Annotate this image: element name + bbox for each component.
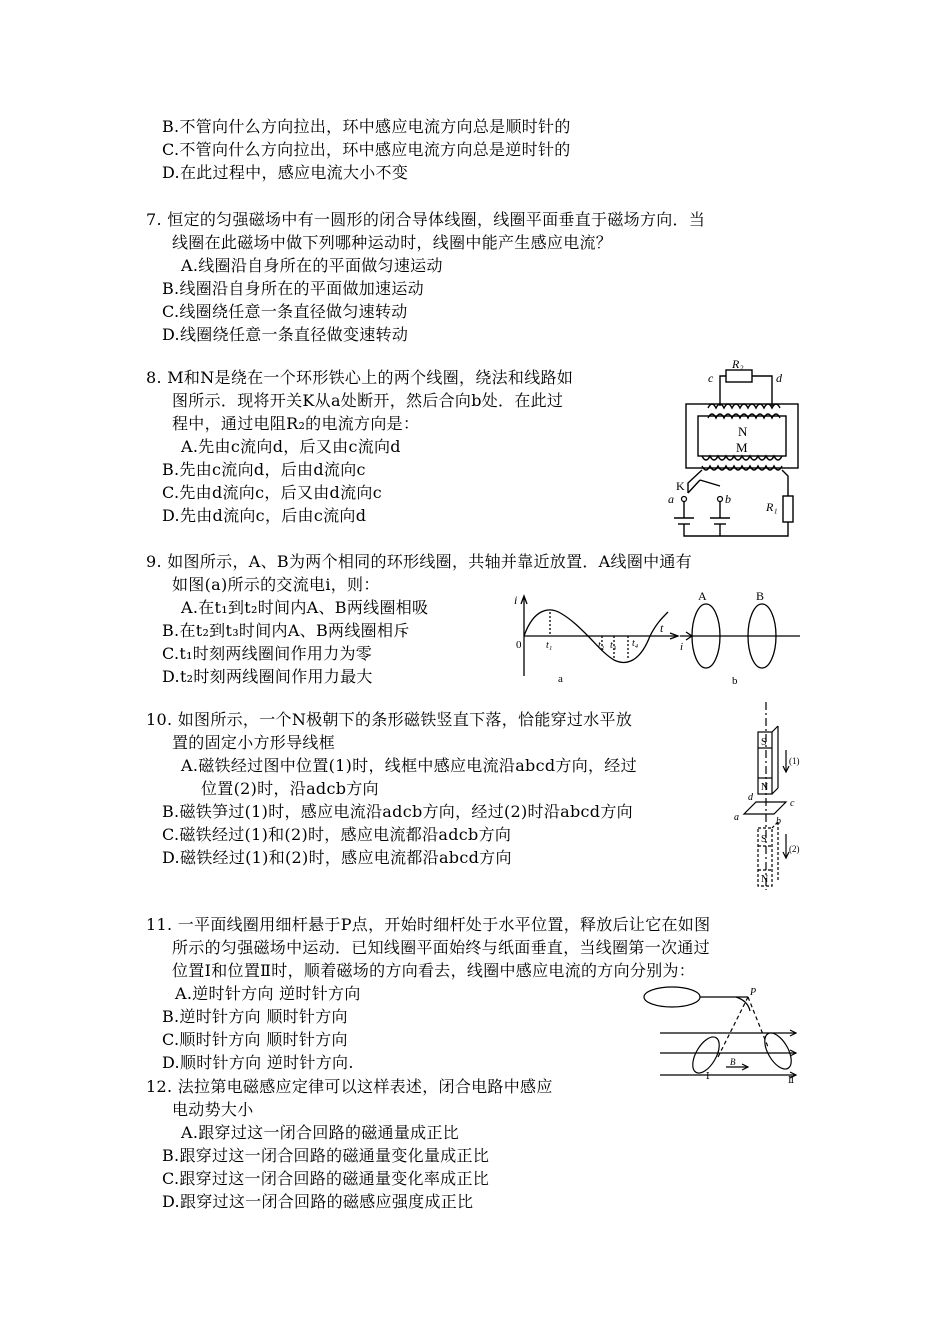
- q10-fig-a: a: [734, 812, 739, 823]
- q8-fig-m-label: M: [736, 440, 748, 455]
- q9-fig-t1: t₁: [546, 640, 553, 651]
- q6-option-d: D.在此过程中，感应电流大小不变: [162, 163, 409, 182]
- q8-option-d: D.先由d流向c，后由c流向d: [162, 506, 367, 525]
- q11-stem-line2: 所示的匀强磁场中运动．已知线圈平面始终与纸面垂直，当线圈第一次通过: [172, 938, 710, 957]
- q8-fig-b-label: b: [725, 492, 731, 506]
- q7-option-b: B.线圈沿自身所在的平面做加速运动: [162, 279, 424, 298]
- q10-option-d: D.磁铁经过(1)和(2)时，感应电流都沿abcd方向: [162, 848, 512, 867]
- q6-option-c: C.不管向什么方向拉出，环中感应电流方向总是逆时针的: [162, 140, 571, 159]
- q10-fig-position-2: (2): [789, 844, 800, 854]
- q8-fig-a-label: a: [668, 492, 674, 506]
- q8-fig-k-label: K: [676, 479, 685, 493]
- q9-fig-coil-a: A: [698, 589, 707, 603]
- q9-fig-caption-a: a: [558, 673, 563, 685]
- q6-option-b: B.不管向什么方向拉出，环中感应电流方向总是顺时针的: [162, 117, 571, 136]
- q7-stem-line1: 7. 恒定的匀强磁场中有一圆形的闭合导体线圈，线圈平面垂直于磁场方向．当: [146, 210, 706, 229]
- q9-option-c: C.t₁时刻两线圈间作用力为零: [162, 644, 373, 663]
- q12-option-c: C.跟穿过这一闭合回路的磁通量变化率成正比: [162, 1169, 490, 1188]
- q10-stem-line1: 10. 如图所示，一个N极朝下的条形磁铁竖直下落，恰能穿过水平放: [146, 710, 633, 729]
- q8-stem-line3: 程中，通过电阻R₂的电流方向是：: [172, 414, 420, 433]
- q9-fig-caption-b: b: [732, 675, 738, 687]
- q9-fig-i-axis: i: [514, 593, 518, 607]
- q10-option-c: C.磁铁经过(1)和(2)时，感应电流都沿adcb方向: [162, 825, 512, 844]
- q10-option-b: B.磁铁笋过(1)时，感应电流沿adcb方向，经过(2)时沿abcd方向: [162, 802, 633, 821]
- q8-option-b: B.先由c流向d，后由d流向c: [162, 460, 366, 479]
- q12-option-a: A.跟穿过这一闭合回路的磁通量成正比: [181, 1123, 460, 1142]
- q10-fig-n-top: N: [761, 782, 769, 793]
- q8-fig-r2-label: R₂: [732, 357, 744, 371]
- q11-fig-position-i: Ⅰ: [706, 1071, 710, 1081]
- q10-fig-c: c: [790, 798, 795, 809]
- q12-option-d: D.跟穿过这一闭合回路的磁感应强度成正比: [162, 1192, 474, 1211]
- q9-fig-t3: t₃: [610, 640, 617, 651]
- q8-fig-d-label: d: [776, 371, 782, 385]
- q8-option-c: C.先由d流向c，后又由d流向c: [162, 483, 382, 502]
- q11-stem-line1: 11. 一平面线圈用细杆悬于P点，开始时细杆处于水平位置，释放后让它在如图: [146, 915, 711, 934]
- q10-fig-s-top: S: [761, 737, 767, 748]
- q8-fig-c-label: c: [708, 371, 714, 385]
- q11-option-a: A.逆时针方向 逆时针方向: [175, 984, 361, 1003]
- q11-option-d: D.顺时针方向 逆时针方向.: [162, 1053, 354, 1072]
- q8-fig-r1-label: R₁: [766, 500, 778, 514]
- q9-fig-t4: t₄: [632, 638, 639, 649]
- q9-fig-coil-b: B: [756, 589, 765, 603]
- q10-fig-s-bottom: S: [761, 834, 767, 845]
- q8-stem-line2: 图所示．现将开关K从a处断开，然后合向b处．在此过: [172, 391, 564, 410]
- q9-fig-origin: 0: [516, 639, 522, 651]
- q11-stem-line3: 位置Ⅰ和位置Ⅱ时，顺着磁场的方向看去，线圈中感应电流的方向分别为：: [172, 961, 696, 980]
- q9-option-b: B.在t₂到t₃时间内A、B两线圈相斥: [162, 621, 410, 640]
- q9-fig-current-i: i: [680, 641, 684, 653]
- q7-stem-line2: 线圈在此磁场中做下列哪种运动时，线圈中能产生感应电流？: [172, 233, 613, 252]
- q8-option-a: A.先由c流向d，后又由c流向d: [181, 437, 401, 456]
- q10-fig-position-1: (1): [789, 756, 800, 766]
- q10-stem-line2: 置的固定小方形导线框: [172, 733, 336, 752]
- q12-option-b: B.跟穿过这一闭合回路的磁通量变化量成正比: [162, 1146, 490, 1165]
- q12-stem-line1: 12. 法拉第电磁感应定律可以这样表述，闭合电路中感应: [146, 1077, 553, 1096]
- q12-stem-line2: 电动势大小: [172, 1100, 254, 1119]
- q7-option-a: A.线圈沿自身所在的平面做匀速运动: [181, 256, 443, 275]
- q10-fig-n-bottom: N: [761, 874, 769, 885]
- q9-figure: [510, 588, 805, 688]
- q9-fig-t-axis: t: [660, 621, 664, 635]
- q9-stem-line2: 如图(a)所示的交流电i，则：: [172, 575, 380, 594]
- q9-fig-t2: t₂: [598, 640, 605, 651]
- q10-fig-d: d: [748, 792, 753, 803]
- q11-fig-p: P: [750, 987, 757, 998]
- q8-fig-n-label: N: [738, 424, 748, 439]
- q9-option-a: A.在t₁到t₂时间内A、B两线圈相吸: [181, 598, 429, 617]
- q7-option-d: D.线圈绕任意一条直径做变速转动: [162, 325, 409, 344]
- q8-circuit-figure: [660, 358, 800, 543]
- q11-option-c: C.顺时针方向 顺时针方向: [162, 1030, 348, 1049]
- q10-option-a-line1: A.磁铁经过图中位置(1)时，线框中感应电流沿abcd方向，经过: [181, 756, 637, 775]
- q11-fig-b: B: [730, 1057, 736, 1067]
- q7-option-c: C.线圈绕任意一条直径做匀速转动: [162, 302, 408, 321]
- q11-option-b: B.逆时针方向 顺时针方向: [162, 1007, 348, 1026]
- q10-fig-b: b: [776, 816, 781, 827]
- q10-option-a-line2: 位置(2)时，沿adcb方向: [201, 779, 379, 798]
- q10-magnet-figure: [728, 700, 808, 895]
- q11-pendulum-figure: [640, 975, 810, 1085]
- q9-stem-line1: 9. 如图所示，A、B为两个相同的环形线圈，共轴并靠近放置．A线圈中通有: [146, 552, 693, 571]
- q8-stem-line1: 8. M和N是绕在一个环形铁心上的两个线圈，绕法和线路如: [146, 368, 574, 387]
- q9-option-d: D.t₂时刻两线圈间作用力最大: [162, 667, 373, 686]
- q11-fig-position-ii: Ⅱ: [788, 1075, 795, 1085]
